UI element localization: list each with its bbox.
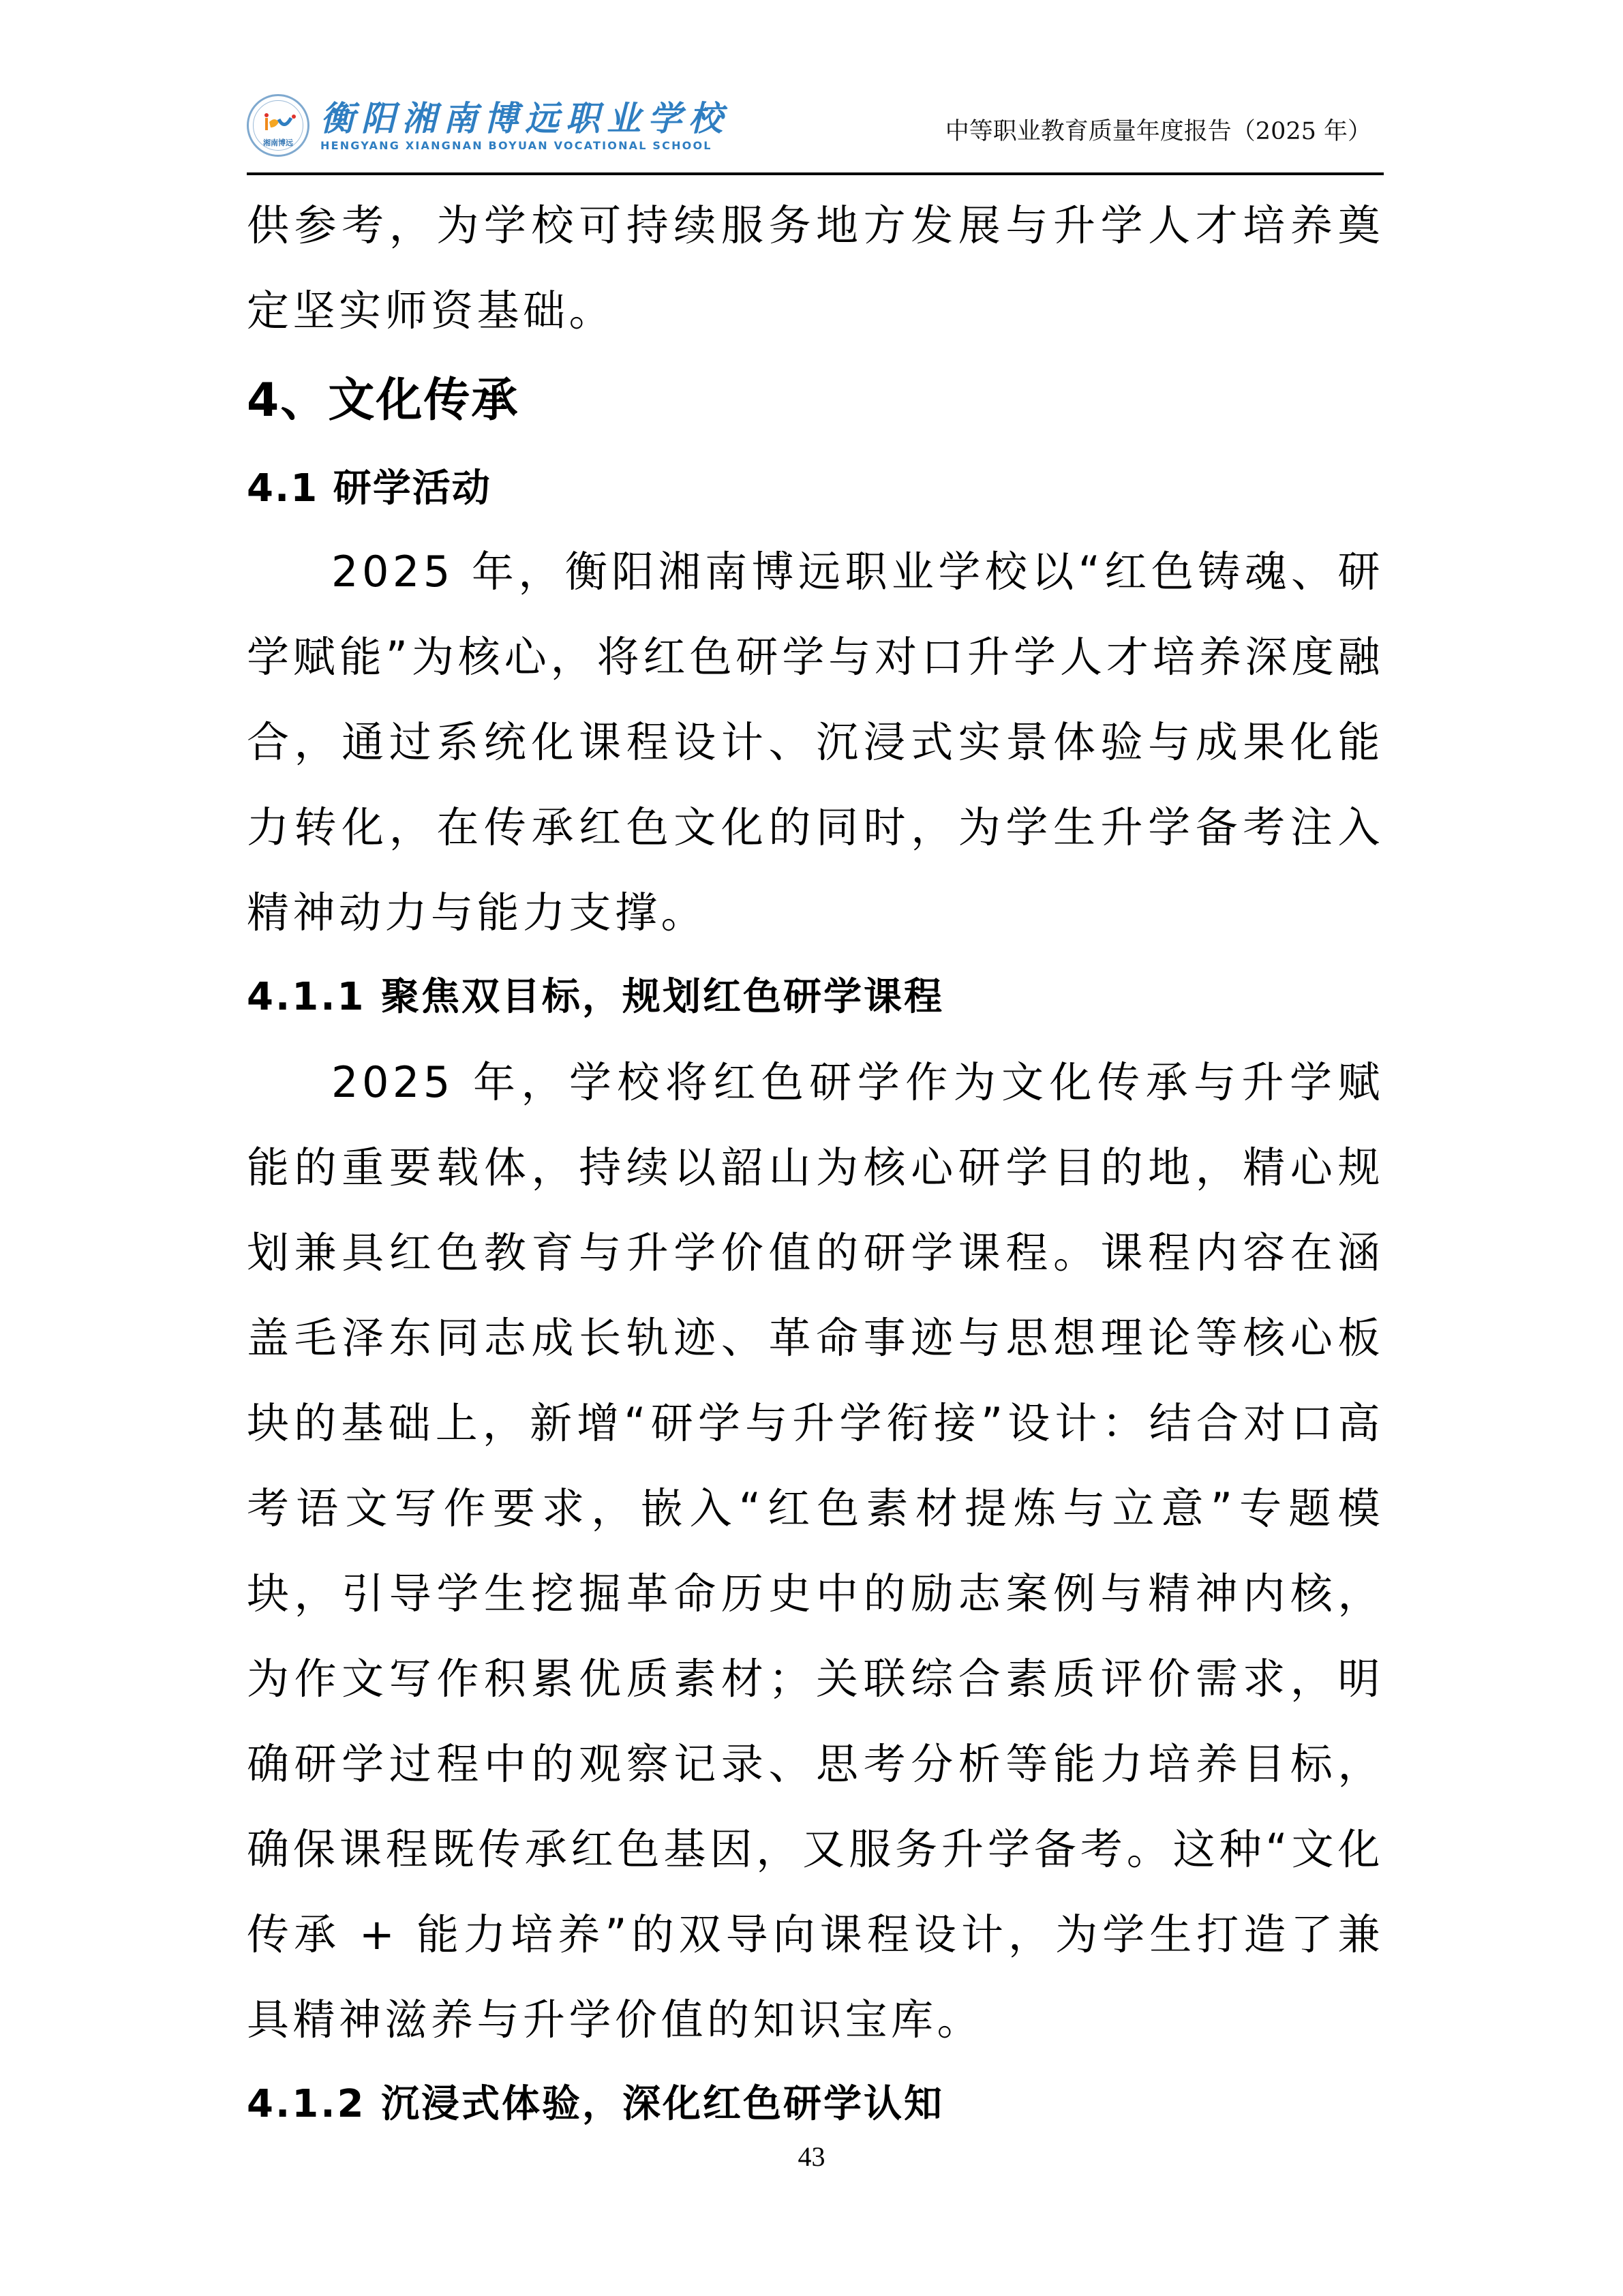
school-logo [247,94,729,157]
subsection-paragraph: 2025 年，衡阳湘南博远职业学校以“红色铸魂、研学赋能”为核心，将红色研学与对口升学人才培养深度融合，通过系统化课程设计、沉浸式实景体验与成果化能力转化，在传承红色文化的同时，为学生升学备考注入精神动力与能力支撑。 [247,547,1384,937]
subsubsection-paragraph-1: 2025 年，学校将红色研学作为文化传承与升学赋能的重要载体，持续以韶山为核心研学目的地，精心规划兼具红色教育与升学价值的研学课程。课程内容在涵盖毛泽东同志成长轨迹、革命事迹与思想理论等核心板块的基础上，新增“研学与升学衔接”设计：结合对口高考语文写作要求，嵌入“红色素材提炼与立意”专题模块，引导学生挖掘革命历史中的励志案例与精神内核，为作文写作积累优质素材；关联综合素质评价需求，明确研学过程中的观察记录、思考分析等能力培养目标，确保课程既传承红色基因，又服务升学备考。这种“文化传承 + 能力培养”的双导向课程设计，为学生打造了兼具精神滋养与升学价值的知识宝库。 [247,1057,1384,2044]
page-number: 43 [798,2141,825,2172]
subsubsection-heading-2: 4.1.2 沉浸式体验，深化红色研学认知 [247,2082,944,2126]
page-header [247,89,1384,170]
school-name-en: HENGYANG XIANGNAN BOYUAN VOCATIONAL SCHOOL [320,138,712,152]
school-emblem-icon [247,94,309,157]
report-title: 中等职业教育质量年度报告（2025 年） [945,118,1371,145]
school-name-cn: 衡阳湘南博远职业学校 [320,97,729,138]
header-divider [247,172,1384,175]
intro-paragraph: 供参考，为学校可持续服务地方发展与升学人才培养奠定坚实师资基础。 [247,200,1384,335]
section-heading: 4、文化传承 [247,374,519,427]
emblem-text: 湘南博远 [263,138,293,147]
emblem-mark-icon [261,112,298,132]
subsubsection-heading-1: 4.1.1 聚焦双目标，规划红色研学课程 [247,975,944,1019]
page-content [247,183,1384,2147]
subsection-heading: 4.1 研学活动 [247,466,491,511]
